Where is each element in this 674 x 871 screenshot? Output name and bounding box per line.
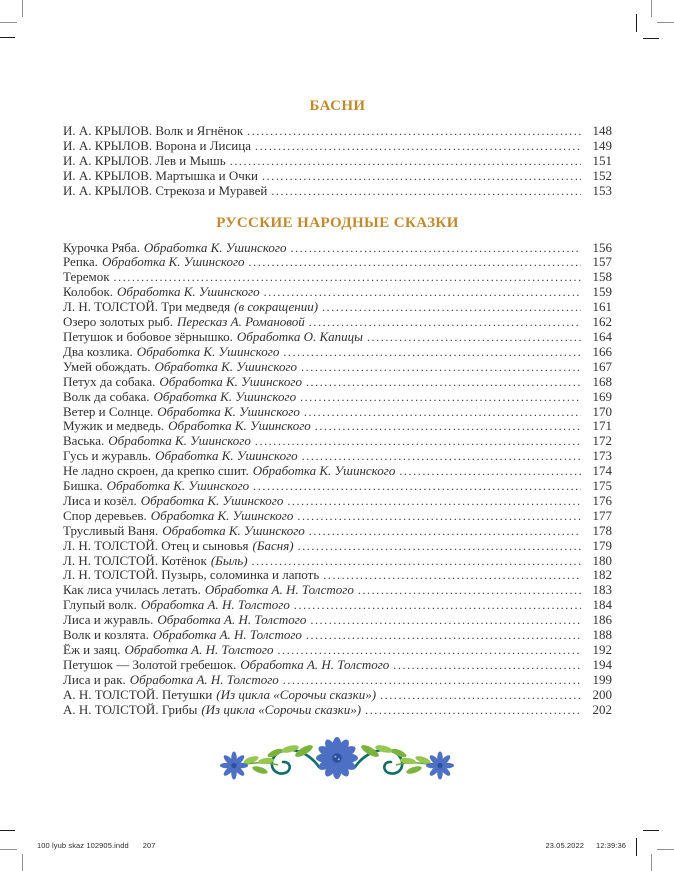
toc-entry-title: Умей обождать. [63,358,151,374]
toc-entry-title: Репка. [63,254,98,270]
toc-entry-page: 194 [592,656,612,672]
toc-entry-subtitle: Обработка А. Н. Толстого [157,612,307,628]
toc-entry-title: Л. Н. ТОЛСТОЙ. Отец и сыновья [63,537,249,553]
toc-entry-title: Бишка. [63,478,103,494]
toc-row [63,270,612,285]
dot-leader [255,434,581,449]
toc-entry-subtitle: Пересказ А. Романовой [177,314,305,330]
toc-entry-title: Лиса и козёл. [63,492,137,508]
toc-entry-page: 156 [592,239,612,255]
toc-entry-title: И. А. КРЫЛОВ. Волк и Ягнёнок [63,123,244,138]
toc-entry-title: Петушок — Золотой гребешок. [63,656,237,672]
dot-leader [262,169,581,184]
toc-row [63,524,612,539]
toc-entry-title: Курочка Ряба. [63,239,140,255]
toc-entry-subtitle: Обработка К. Ушинского [168,418,311,434]
toc-row [63,169,612,184]
dot-leader [297,509,581,524]
toc-entry-page: 183 [592,582,612,598]
toc-entry-title: Глупый волк. [63,597,137,613]
dot-leader [309,315,581,330]
toc-entry-title: А. Н. ТОЛСТОЙ. Грибы [63,701,198,717]
dot-leader [309,524,581,539]
toc-entry-title: Л. Н. ТОЛСТОЙ. Пузырь, соломинка и лапоть [63,567,320,583]
toc-entry-subtitle: Обработка К. Ушинского [157,403,300,419]
toc-entry-title: Как лиса училась летать. [63,582,201,598]
toc-entry-page: 199 [592,671,612,687]
toc-entry-page: 166 [592,343,612,359]
toc-entry-page: 172 [592,433,612,449]
toc-entry-title: Мужик и медведь. [63,418,165,434]
dot-leader [301,360,581,375]
toc-section-fables [63,97,612,199]
toc-row [63,390,612,405]
toc-row [63,494,612,509]
dot-leader [365,703,581,718]
toc-entry-title: Трусливый Ваня. [63,522,159,538]
toc-row [63,285,612,300]
toc-entry-title: Петух да собака. [63,373,156,389]
dot-leader [294,598,581,613]
toc-row [63,154,612,169]
dot-leader [283,673,581,688]
dot-leader [322,300,581,315]
toc-entry-page: 161 [592,299,612,315]
toc-entry-title: И. А. КРЫЛОВ. Ворона и Лисица [63,137,251,153]
toc-entry-page: 169 [592,388,612,404]
toc-entry-subtitle: Обработка К. Ушинского [136,343,280,359]
toc-entry-subtitle: Обработка К. Ушинского [108,433,251,449]
toc-row [63,554,612,569]
toc-row [63,419,612,434]
toc-entry-subtitle: Обработка К. Ушинского [159,373,302,389]
toc-row [63,449,612,464]
toc-row [63,583,612,598]
toc-entry-title: Колобок. [63,284,114,300]
dot-leader [114,270,581,285]
toc-row [63,509,612,524]
toc-entry-subtitle: Обработка А. Н. Толстого [129,671,279,687]
toc-row [63,628,612,643]
toc-entry-subtitle: Обработка А. Н. Толстого [204,582,354,598]
toc-row [63,315,612,330]
toc-entry-subtitle: Обработка К. Ушинского [143,239,287,255]
toc-row [63,375,612,390]
toc-entry-subtitle: Обработка К. Ушинского [101,254,245,270]
toc-row [63,703,612,718]
toc-entry-page: 153 [592,182,612,198]
toc-entry-page: 175 [592,478,612,494]
dot-leader [249,255,581,270]
toc-entry-subtitle: Обработка К. Ушинского [117,284,260,300]
toc-entry-page: 157 [592,254,612,270]
toc-entries-fables [63,124,612,199]
dot-leader [253,479,581,494]
toc-entry-subtitle: Обработка К. Ушинского [154,358,298,374]
toc-entry-subtitle: Обработка К. Ушинского [140,492,284,508]
toc-entry-page: 167 [592,358,612,374]
dot-leader [255,139,581,154]
toc-entry-subtitle: Обработка К. Ушинского [153,388,297,404]
toc-row [63,139,612,154]
toc-entry-page: 184 [592,597,612,613]
section-title-folk-tales: РУССКИЕ НАРОДНЫЕ СКАЗКИ [216,214,459,231]
toc-entry-subtitle: Обработка К. Ушинского [155,448,298,464]
toc-entry-subtitle: Обработка А. Н. Толстого [152,627,302,643]
toc-entry-subtitle: Обработка К. Ушинского [252,463,396,479]
toc-entry-title: Спор деревьев. [63,507,147,523]
dot-leader [306,628,581,643]
center-flower-icon [316,737,358,779]
toc-entry-page: 162 [592,314,612,330]
toc-entry-subtitle: (в сокращении) [234,299,319,315]
toc-entry-title: И. А. КРЫЛОВ. Стрекоза и Муравей [63,182,268,198]
toc-row [63,405,612,420]
toc-row [63,345,612,360]
toc-entry-title: Ветер и Солнце. [63,403,154,419]
floral-ornament [220,736,454,799]
dot-leader [298,539,581,554]
toc-entry-page: 151 [592,152,612,168]
dot-leader [271,184,581,199]
toc-entry-page: 186 [592,612,612,628]
toc-entry-subtitle: Обработка О. Капицы [236,328,363,344]
toc-entry-title: Петушок и бобовое зёрнышко. [63,328,233,344]
toc-entry-page: 179 [592,537,612,553]
toc-entry-page: 168 [592,373,612,389]
slug-time: 12:39:36 [596,841,626,850]
toc-row [63,124,612,139]
toc-entry-subtitle: (Быль) [210,552,248,568]
toc-entry-page: 200 [592,686,612,702]
toc-entry-title: Ёж и заяц. [63,642,121,657]
dot-leader [278,643,582,658]
dot-leader [290,241,581,256]
dot-leader [358,583,581,598]
toc-row [63,688,612,703]
toc-row [63,673,612,688]
toc-entry-title: Васька. [63,433,105,449]
toc-entry-page: 177 [592,507,612,523]
toc-row [63,241,612,256]
toc-entry-page: 152 [592,167,612,183]
toc-row [63,255,612,270]
toc-entry-page: 170 [592,403,612,419]
toc-entry-title: Волк да собака. [63,388,150,404]
dot-leader [393,658,581,673]
dot-leader [367,330,581,345]
toc-entry-subtitle: Обработка А. Н. Толстого [124,642,274,657]
toc-row [63,658,612,673]
slug-file: 100 lyub skaz 102905.indd [37,841,129,850]
toc-row [63,539,612,554]
toc-entry-page: 174 [592,463,612,479]
dot-leader [247,124,581,139]
toc-entry-page: 178 [592,522,612,538]
dot-leader [306,375,581,390]
toc-row [63,360,612,375]
dot-leader [304,405,581,420]
table-of-contents [63,97,612,718]
dot-leader [315,419,581,434]
toc-entry-subtitle: Обработка К. Ушинского [150,507,294,523]
toc-entry-page: 148 [592,123,612,138]
toc-entry-title: Озеро золотых рыб. [63,314,174,330]
toc-row [63,300,612,315]
toc-entry-page: 173 [592,448,612,464]
toc-entry-page: 149 [592,137,612,153]
toc-row [63,613,612,628]
toc-entry-title: А. Н. ТОЛСТОЙ. Петушки [63,686,213,702]
toc-entry-title: Теремок [63,269,110,285]
dot-leader [300,390,581,405]
toc-entry-page: 176 [592,492,612,508]
toc-entry-page: 158 [592,269,612,285]
toc-row [63,643,612,658]
toc-row [63,568,612,583]
toc-entry-page: 202 [592,701,612,717]
toc-entry-page: 188 [592,627,612,643]
toc-row [63,479,612,494]
toc-row [63,598,612,613]
toc-entry-page: 192 [592,642,612,657]
toc-entry-title: Лиса и журавль. [63,612,154,628]
toc-entries-folk-tales [63,241,612,718]
toc-entry-title: Волк и козлята. [63,627,149,643]
toc-entry-page: 171 [592,418,612,434]
toc-entry-title: И. А. КРЫЛОВ. Лев и Мышь [63,152,226,168]
toc-entry-subtitle: Обработка А. Н. Толстого [140,597,290,613]
toc-section-folk-tales [63,214,612,718]
toc-row [63,184,612,199]
dot-leader [302,449,581,464]
toc-entry-title: И. А. КРЫЛОВ. Мартышка и Очки [63,167,259,183]
toc-entry-title: Л. Н. ТОЛСТОЙ. Три медведя [63,299,231,315]
toc-entry-subtitle: (Из цикла «Сорочьи сказки») [216,686,377,702]
slug-timestamp [545,841,626,850]
slug-sheet-number: 207 [142,841,156,850]
toc-entry-title: Гусь и журавль. [63,448,152,464]
section-title-fables: БАСНИ [309,98,366,114]
toc-entry-subtitle: Обработка А. Н. Толстого [240,656,390,672]
toc-entry-page: 182 [592,567,612,583]
dot-leader [380,688,581,703]
dot-leader [264,285,581,300]
toc-row [63,464,612,479]
toc-entry-subtitle: (Басня) [252,537,294,553]
toc-entry-subtitle: Обработка К. Ушинского [106,478,250,494]
toc-entry-title: Два козлика. [63,343,133,359]
dot-leader [399,464,581,479]
slug-filename [37,841,156,850]
toc-entry-subtitle: (Из цикла «Сорочьи сказки») [201,701,362,717]
dot-leader [287,494,581,509]
toc-entry-title: Не ладно скроен, да крепко сшит. [63,463,249,479]
toc-entry-title: Л. Н. ТОЛСТОЙ. Котёнок [63,552,207,568]
toc-entry-page: 164 [592,328,612,344]
toc-row [63,434,612,449]
slug-date: 23.05.2022 [545,841,584,850]
dot-leader [230,154,581,169]
toc-row [63,330,612,345]
toc-entry-subtitle: Обработка К. Ушинского [162,522,305,538]
toc-entry-page: 180 [592,552,612,568]
toc-entry-title: Лиса и рак. [63,671,126,687]
dot-leader [283,345,581,360]
dot-leader [310,613,581,628]
dot-leader [323,568,581,583]
dot-leader [252,554,581,569]
toc-entry-page: 159 [592,284,612,300]
